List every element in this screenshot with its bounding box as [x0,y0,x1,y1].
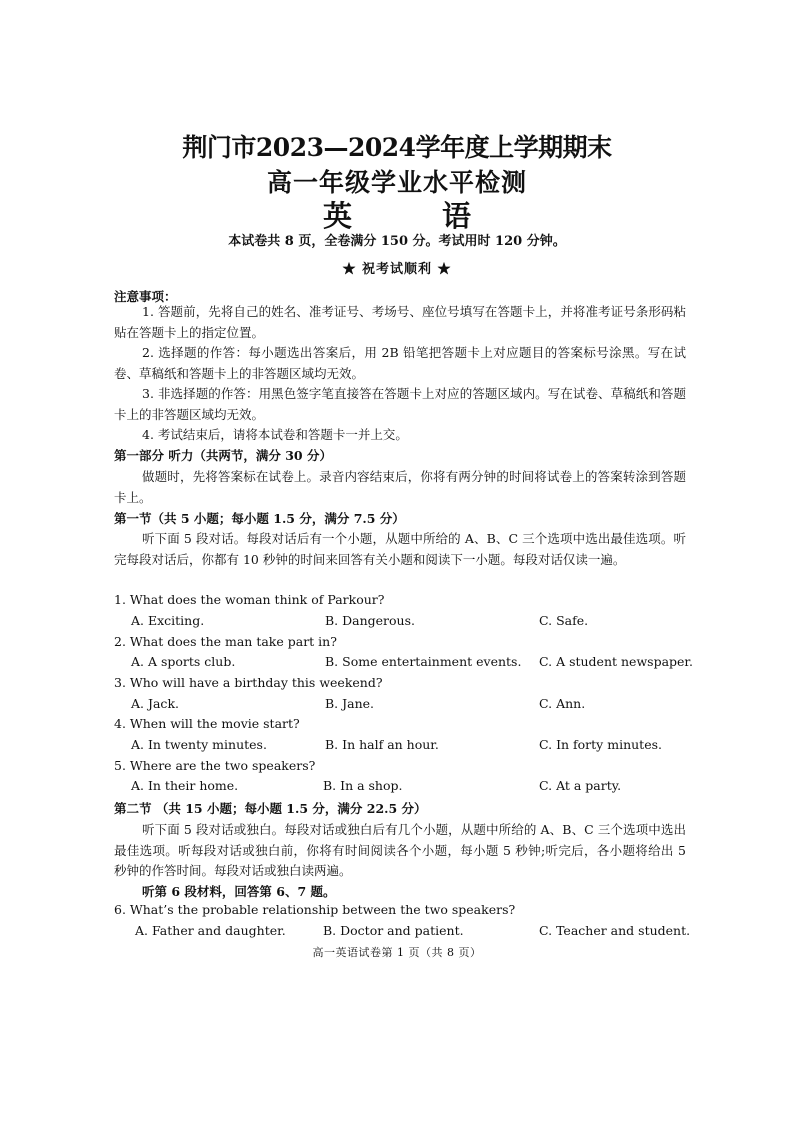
note-item-3: 3. 非选择题的作答：用黑色签字笔直接答在答题卡上对应的答题区域内。写在试卷、草稿纸和答题卡上的非答题区域均无效。 [114,386,686,422]
q4-option-a: A. In twenty minutes. [131,737,267,752]
note-item-2: 2. 选择题的作答：每小题选出答案后，用 2B 铅笔把答题卡上对应题目的答案标号涂黑。写在试卷、草稿纸和答题卡上的非答题区域均无效。 [114,345,686,381]
question-1: 1. What does the woman think of Parkour? [114,592,385,607]
q2-option-b: B. Some entertainment events. [325,654,522,669]
q3-option-b: B. Jane. [325,696,375,711]
material-6-note: 听第 6 段材料，回答第 6、7 题。 [142,884,336,899]
q1-option-a: A. Exciting. [131,613,205,628]
q1-option-c: C. Safe. [539,613,589,628]
exam-grade-title: 高一年级学业水平检测 [266,168,527,197]
q2-option-c: C. A student newspaper. [539,654,693,669]
exam-title: 荆门市2023—2024学年度上学期期末 [182,133,612,162]
q4-option-b: B. In half an hour. [325,737,439,752]
q5-option-c: C. At a party. [539,778,622,793]
q2-option-a: A. A sports club. [131,654,236,669]
page-footer: 高一英语试卷第 1 页（共 8 页） [312,946,482,959]
exam-info: 本试卷共 8 页，全卷满分 150 分。考试用时 120 分钟。 [228,234,566,249]
section2-instruction: 听下面 5 段对话或独白。每段对话或独白后有几个小题，从题中所给的 A、B、C 三个选项中选出最佳选项。听每段对话或独白前，你将有时间阅读各个小题，每小题 5 秒钟;听完后，各小题将给出 5 秒钟的作答时间。每段对话或独白读两遍。 [114,822,686,878]
q3-option-c: C. Ann. [539,696,586,711]
section2-heading: 第二节 （共 15 小题；每小题 1.5 分，满分 22.5 分） [114,801,427,816]
q1-option-b: B. Dangerous. [325,613,415,628]
notes-heading: 注意事项： [114,289,177,304]
q4-option-c: C. In forty minutes. [539,737,662,752]
q3-option-a: A. Jack. [131,696,179,711]
q6-option-b: B. Doctor and patient. [323,923,464,938]
section1-heading: 第一节（共 5 小题；每小题 1.5 分，满分 7.5 分） [114,511,405,526]
q5-option-a: A. In their home. [131,778,239,793]
note-item-1: 1. 答题前，先将自己的姓名、准考证号、考场号、座位号填写在答题卡上，并将准考证号条形码粘贴在答题卡上的指定位置。 [114,304,686,340]
part1-heading: 第一部分 听力（共两节，满分 30 分） [114,448,332,463]
q5-option-b: B. In a shop. [323,778,403,793]
part1-instruction: 做题时，先将答案标在试卷上。录音内容结束后，你将有两分钟的时间将试卷上的答案转涂到答题卡上。 [114,469,686,505]
question-3: 3. Who will have a birthday this weekend? [114,675,383,690]
good-luck-line: ★ 祝考试顺利 ★ [342,262,452,277]
question-2: 2. What does the man take part in? [114,634,337,649]
section1-instruction: 听下面 5 段对话。每段对话后有一个小题，从题中所给的 A、B、C 三个选项中选出最佳选项。听完每段对话后，你都有 10 秒钟的时间来回答有关小题和阅读下一小题。每段对话仅读一遍。 [114,531,686,567]
question-6: 6. What’s the probable relationship between the two speakers? [114,902,516,917]
note-item-4: 4. 考试结束后，请将本试卷和答题卡一并上交。 [142,427,408,442]
q6-option-c: C. Teacher and student. [539,923,691,938]
exam-subject: 英 语 [322,199,512,233]
question-5: 5. Where are the two speakers? [114,758,316,773]
question-4: 4. When will the movie start? [114,716,300,731]
q6-option-a: A. Father and daughter. [135,923,286,938]
